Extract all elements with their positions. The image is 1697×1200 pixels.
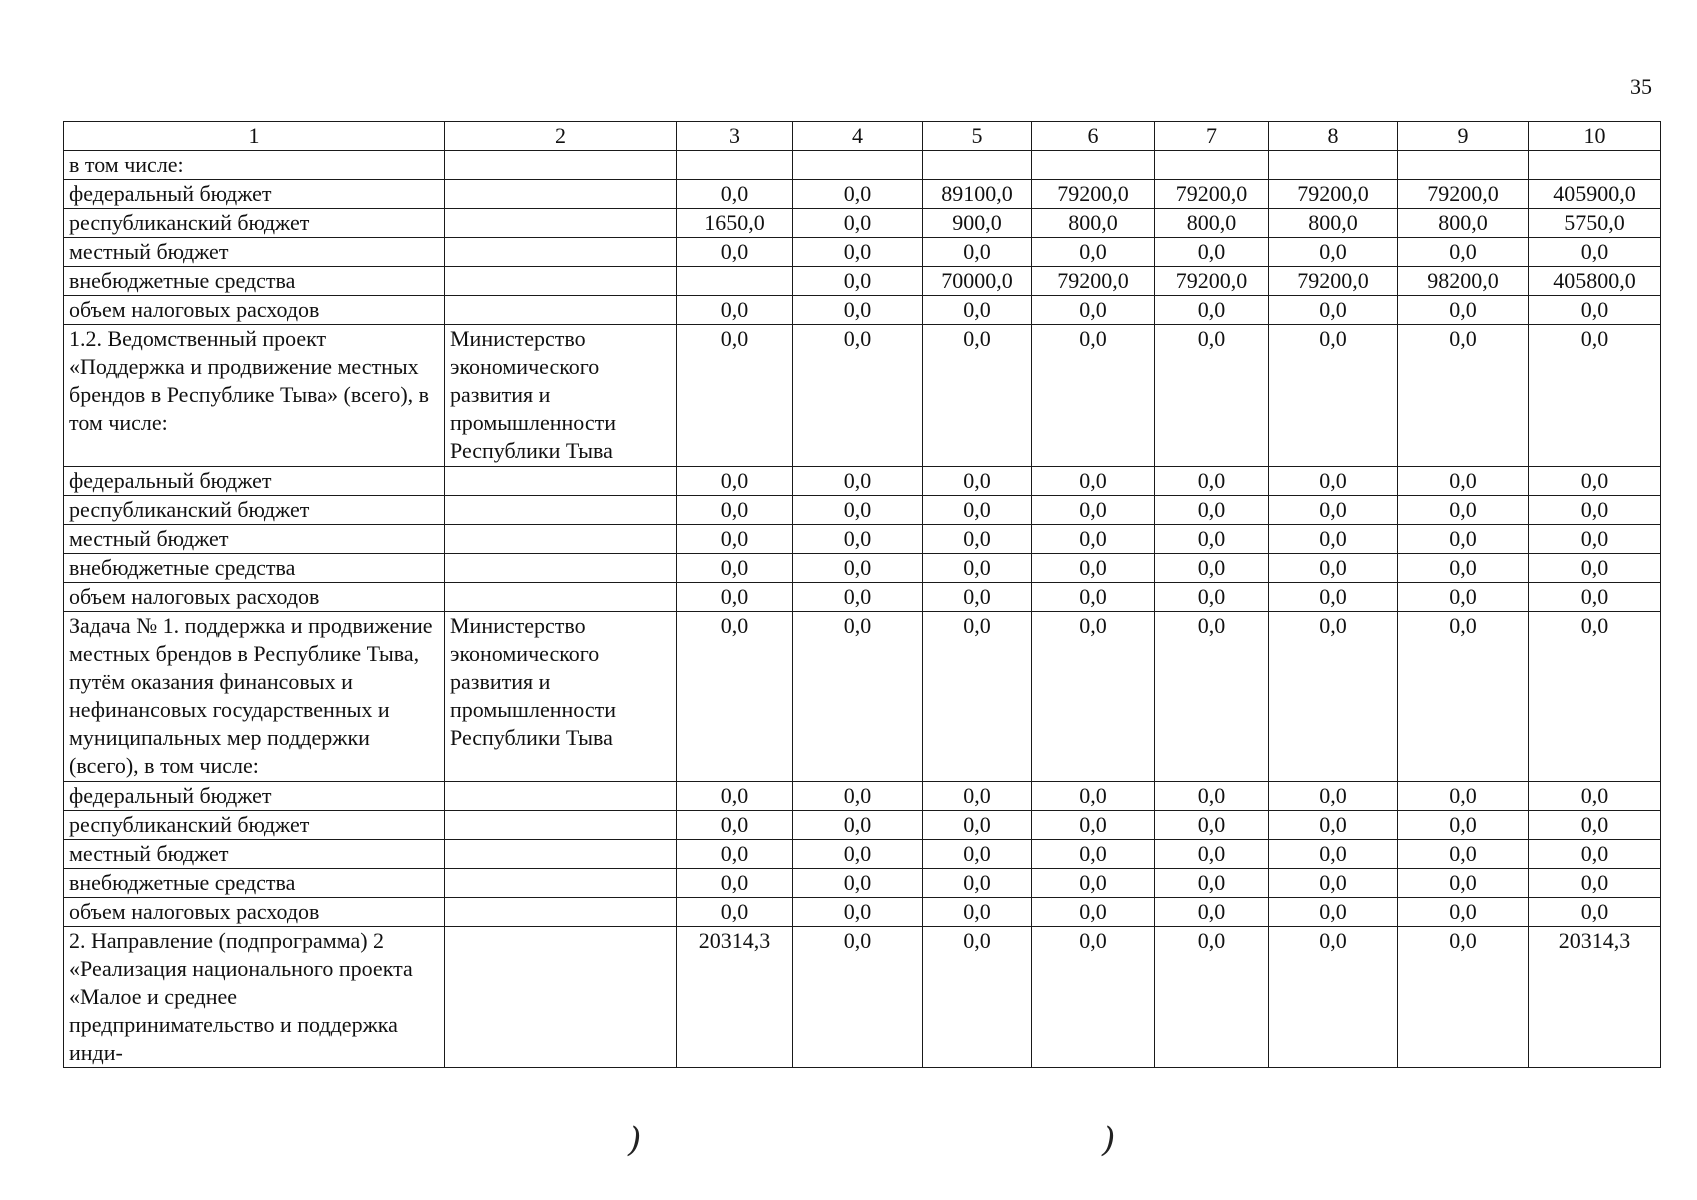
value-cell: 0,0 [1155,296,1269,325]
value-cell: 900,0 [923,209,1032,238]
value-cell: 0,0 [1155,869,1269,898]
row-responsible [445,267,677,296]
value-cell: 0,0 [1032,612,1155,782]
row-responsible [445,840,677,869]
value-cell: 800,0 [1269,209,1398,238]
value-cell: 0,0 [923,583,1032,612]
table-row [64,840,1661,869]
table-row [64,898,1661,927]
row-label: 1.2. Ведомственный проект «Поддержка и продвижение местных брендов в Республике Тыва» (всего), в том числе: [64,325,445,467]
value-cell: 0,0 [1032,325,1155,467]
value-cell: 0,0 [793,612,923,782]
value-cell: 0,0 [1155,840,1269,869]
value-cell [793,151,923,180]
value-cell: 0,0 [677,525,793,554]
value-cell: 0,0 [1155,525,1269,554]
value-cell: 0,0 [677,782,793,811]
value-cell: 0,0 [1032,869,1155,898]
table-row [64,467,1661,496]
value-cell: 0,0 [923,554,1032,583]
table-row [64,496,1661,525]
value-cell: 800,0 [1398,209,1529,238]
table-row [64,209,1661,238]
value-cell: 0,0 [923,612,1032,782]
value-cell: 0,0 [793,898,923,927]
value-cell: 0,0 [1398,496,1529,525]
value-cell: 0,0 [1529,238,1661,267]
value-cell: 0,0 [1032,811,1155,840]
value-cell: 0,0 [1529,869,1661,898]
value-cell: 0,0 [1032,583,1155,612]
value-cell: 0,0 [677,869,793,898]
value-cell: 0,0 [1269,927,1398,1068]
table-row [64,927,1661,1068]
value-cell: 0,0 [793,583,923,612]
value-cell: 0,0 [1269,238,1398,267]
value-cell: 0,0 [1155,554,1269,583]
value-cell: 800,0 [1155,209,1269,238]
row-responsible [445,209,677,238]
value-cell: 0,0 [1032,296,1155,325]
value-cell: 0,0 [1032,554,1155,583]
value-cell: 0,0 [677,898,793,927]
header-cell-10: 10 [1529,122,1661,151]
value-cell: 0,0 [1155,467,1269,496]
footer-mark-left: ) [628,1120,642,1160]
value-cell: 0,0 [1269,811,1398,840]
row-label: Задача № 1. поддержка и продвижение местных брендов в Республике Тыва, путём оказания финансовых и нефинансовых государственных и муниципальных мер поддержки (всего), в том числе: [64,612,445,782]
row-responsible: Министерство экономического развития и промышленности Республики Тыва [445,325,677,467]
value-cell [1155,151,1269,180]
value-cell: 0,0 [677,296,793,325]
value-cell: 0,0 [1155,496,1269,525]
value-cell: 0,0 [1155,325,1269,467]
value-cell: 89100,0 [923,180,1032,209]
table-row [64,238,1661,267]
row-responsible [445,467,677,496]
value-cell: 405800,0 [1529,267,1661,296]
table-row [64,583,1661,612]
value-cell: 0,0 [1529,296,1661,325]
row-responsible [445,180,677,209]
row-responsible [445,496,677,525]
value-cell: 0,0 [677,238,793,267]
row-responsible: Министерство экономического развития и промышленности Республики Тыва [445,612,677,782]
value-cell: 0,0 [1398,612,1529,782]
value-cell: 0,0 [923,782,1032,811]
value-cell: 79200,0 [1269,180,1398,209]
value-cell: 20314,3 [677,927,793,1068]
value-cell: 0,0 [793,238,923,267]
value-cell: 0,0 [1529,525,1661,554]
value-cell: 0,0 [1529,840,1661,869]
value-cell: 0,0 [1269,898,1398,927]
value-cell: 0,0 [1032,496,1155,525]
value-cell: 0,0 [1032,782,1155,811]
value-cell: 0,0 [1155,811,1269,840]
value-cell: 0,0 [793,325,923,467]
row-label: в том числе: [64,151,445,180]
table-row [64,296,1661,325]
value-cell [1398,151,1529,180]
header-cell-2: 2 [445,122,677,151]
value-cell: 79200,0 [1155,180,1269,209]
value-cell: 0,0 [923,927,1032,1068]
row-label: федеральный бюджет [64,180,445,209]
value-cell: 0,0 [923,496,1032,525]
page-number: 35 [1630,74,1652,99]
value-cell: 0,0 [793,296,923,325]
value-cell: 0,0 [1398,583,1529,612]
table-row [64,325,1661,467]
row-responsible [445,238,677,267]
value-cell [1032,151,1155,180]
value-cell: 0,0 [1269,869,1398,898]
value-cell: 0,0 [1529,612,1661,782]
value-cell: 0,0 [1032,238,1155,267]
table-row [64,869,1661,898]
value-cell: 0,0 [677,612,793,782]
value-cell: 0,0 [1155,238,1269,267]
value-cell: 0,0 [1269,325,1398,467]
value-cell [677,151,793,180]
value-cell: 0,0 [677,325,793,467]
row-label: 2. Направление (подпрограмма) 2 «Реализация национального проекта «Малое и среднее предпринимательство и поддержка инди- [64,927,445,1068]
value-cell: 20314,3 [1529,927,1661,1068]
table-row [64,782,1661,811]
value-cell: 0,0 [1529,811,1661,840]
value-cell: 70000,0 [923,267,1032,296]
header-cell-5: 5 [923,122,1032,151]
row-responsible [445,554,677,583]
value-cell: 0,0 [1398,238,1529,267]
row-responsible [445,583,677,612]
value-cell: 0,0 [1269,782,1398,811]
value-cell [1269,151,1398,180]
value-cell: 0,0 [1398,467,1529,496]
value-cell: 0,0 [677,180,793,209]
value-cell: 0,0 [1398,898,1529,927]
table-row [64,554,1661,583]
value-cell: 0,0 [1032,927,1155,1068]
row-label: внебюджетные средства [64,554,445,583]
value-cell: 0,0 [1529,554,1661,583]
value-cell: 0,0 [923,898,1032,927]
value-cell: 405900,0 [1529,180,1661,209]
value-cell: 79200,0 [1398,180,1529,209]
row-label: внебюджетные средства [64,869,445,898]
value-cell: 0,0 [1398,811,1529,840]
value-cell: 0,0 [1398,782,1529,811]
value-cell: 0,0 [923,840,1032,869]
value-cell: 0,0 [1398,554,1529,583]
table-header-row [64,122,1661,151]
value-cell: 0,0 [1032,840,1155,869]
value-cell: 98200,0 [1398,267,1529,296]
row-label: объем налоговых расходов [64,583,445,612]
value-cell: 79200,0 [1269,267,1398,296]
value-cell: 0,0 [1269,296,1398,325]
value-cell: 0,0 [1398,325,1529,467]
header-cell-1: 1 [64,122,445,151]
row-responsible [445,927,677,1068]
value-cell: 0,0 [677,840,793,869]
table-row [64,180,1661,209]
value-cell: 0,0 [1269,525,1398,554]
value-cell: 0,0 [923,811,1032,840]
row-label: федеральный бюджет [64,467,445,496]
value-cell: 0,0 [1529,583,1661,612]
row-label: федеральный бюджет [64,782,445,811]
value-cell: 0,0 [793,840,923,869]
row-responsible [445,869,677,898]
budget-table [63,121,1661,1068]
row-responsible [445,525,677,554]
value-cell: 0,0 [793,209,923,238]
value-cell: 0,0 [1032,525,1155,554]
value-cell: 0,0 [1529,496,1661,525]
row-responsible [445,811,677,840]
value-cell: 0,0 [1398,296,1529,325]
row-responsible [445,782,677,811]
table-row [64,267,1661,296]
value-cell: 0,0 [1269,583,1398,612]
value-cell: 0,0 [793,554,923,583]
value-cell: 79200,0 [1032,267,1155,296]
header-cell-9: 9 [1398,122,1529,151]
value-cell: 5750,0 [1529,209,1661,238]
value-cell: 0,0 [1398,525,1529,554]
value-cell: 0,0 [923,525,1032,554]
value-cell: 0,0 [793,467,923,496]
header-cell-7: 7 [1155,122,1269,151]
value-cell: 0,0 [1529,782,1661,811]
value-cell: 0,0 [1032,898,1155,927]
value-cell: 0,0 [1529,898,1661,927]
value-cell: 0,0 [677,554,793,583]
value-cell: 0,0 [1155,612,1269,782]
table-row [64,612,1661,782]
value-cell: 0,0 [793,267,923,296]
value-cell: 0,0 [793,811,923,840]
value-cell: 0,0 [1529,325,1661,467]
value-cell: 0,0 [1269,496,1398,525]
header-cell-8: 8 [1269,122,1398,151]
row-label: местный бюджет [64,840,445,869]
value-cell: 0,0 [793,782,923,811]
value-cell: 0,0 [923,325,1032,467]
value-cell: 0,0 [923,869,1032,898]
row-label: республиканский бюджет [64,811,445,840]
table-row [64,525,1661,554]
value-cell: 0,0 [677,811,793,840]
row-label: республиканский бюджет [64,496,445,525]
value-cell: 0,0 [1269,554,1398,583]
value-cell: 79200,0 [1155,267,1269,296]
value-cell: 0,0 [1269,840,1398,869]
header-cell-6: 6 [1032,122,1155,151]
value-cell: 0,0 [923,296,1032,325]
row-label: местный бюджет [64,525,445,554]
row-label: местный бюджет [64,238,445,267]
row-responsible [445,151,677,180]
value-cell: 0,0 [1269,467,1398,496]
value-cell: 0,0 [677,467,793,496]
value-cell [1529,151,1661,180]
value-cell: 0,0 [677,583,793,612]
value-cell: 0,0 [1269,612,1398,782]
header-cell-3: 3 [677,122,793,151]
value-cell: 0,0 [793,525,923,554]
value-cell: 0,0 [1155,583,1269,612]
value-cell: 0,0 [793,869,923,898]
value-cell: 0,0 [923,467,1032,496]
value-cell: 0,0 [793,927,923,1068]
value-cell [923,151,1032,180]
value-cell: 0,0 [923,238,1032,267]
value-cell: 0,0 [677,496,793,525]
row-responsible [445,898,677,927]
value-cell: 0,0 [1398,869,1529,898]
table-row [64,811,1661,840]
row-label: объем налоговых расходов [64,296,445,325]
value-cell: 800,0 [1032,209,1155,238]
table-row [64,151,1661,180]
value-cell: 1650,0 [677,209,793,238]
value-cell: 0,0 [1155,898,1269,927]
table-body [64,122,1661,1068]
header-cell-4: 4 [793,122,923,151]
value-cell: 0,0 [1529,467,1661,496]
value-cell: 79200,0 [1032,180,1155,209]
value-cell [677,267,793,296]
value-cell: 0,0 [1155,782,1269,811]
value-cell: 0,0 [793,180,923,209]
value-cell: 0,0 [1398,840,1529,869]
row-label: республиканский бюджет [64,209,445,238]
row-label: объем налоговых расходов [64,898,445,927]
value-cell: 0,0 [1398,927,1529,1068]
value-cell: 0,0 [793,496,923,525]
row-label: внебюджетные средства [64,267,445,296]
row-responsible [445,296,677,325]
value-cell: 0,0 [1155,927,1269,1068]
footer-mark-right: ) [1102,1120,1116,1160]
value-cell: 0,0 [1032,467,1155,496]
